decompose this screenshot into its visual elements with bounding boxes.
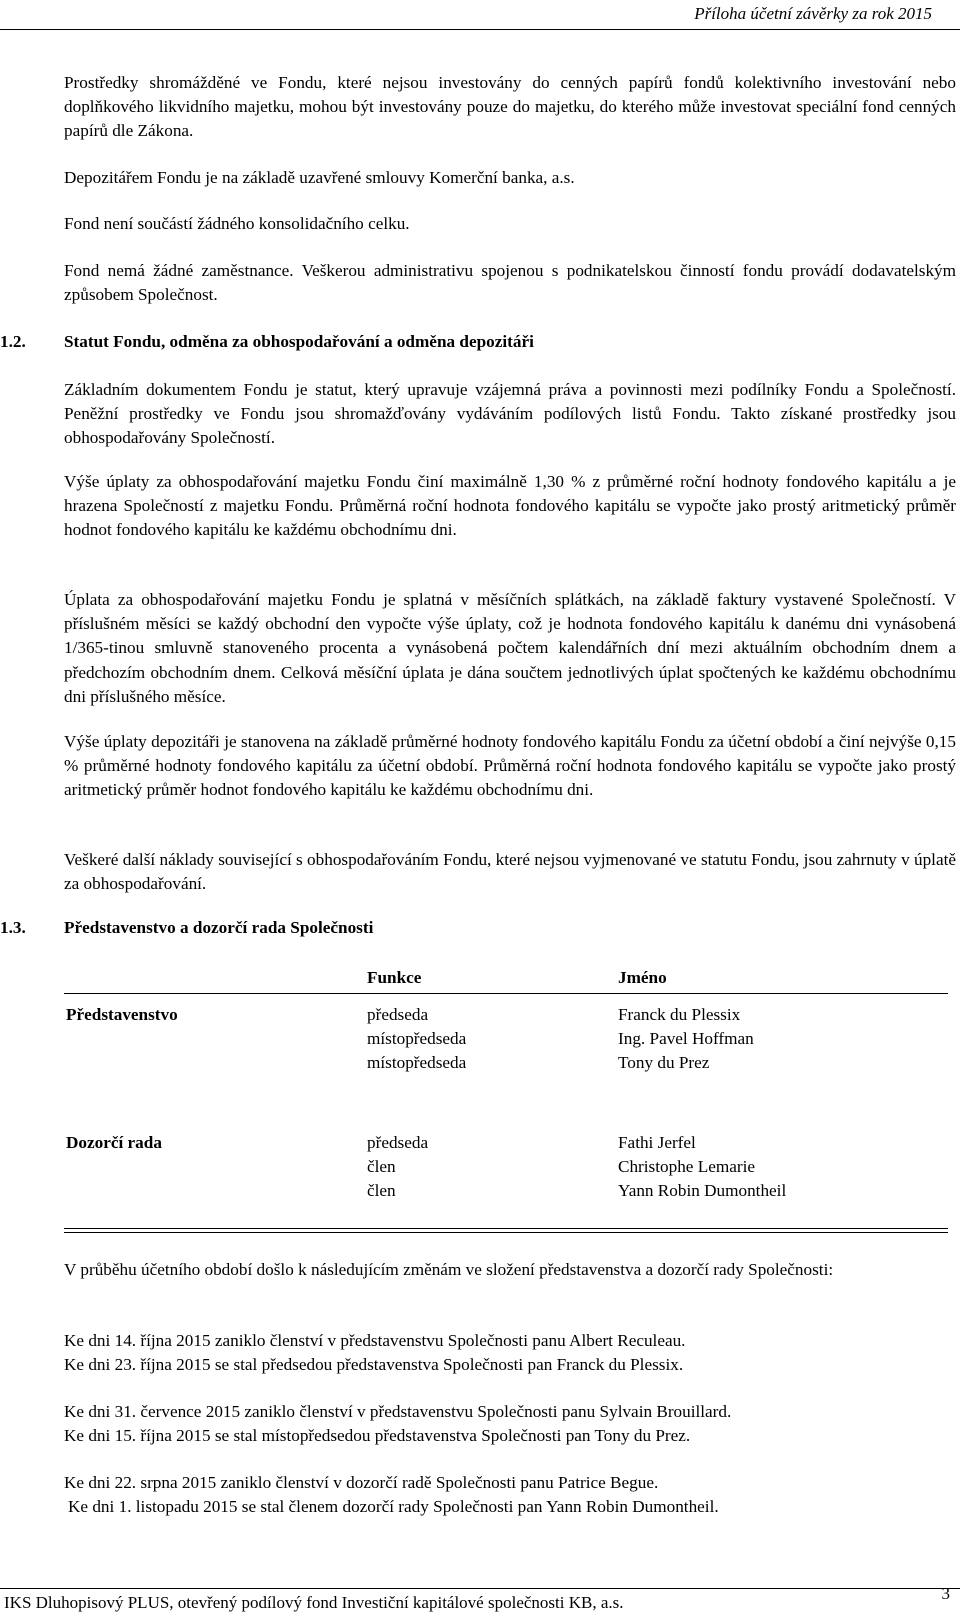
column-header-funkce: Funkce — [367, 968, 422, 987]
paragraph-depositary: Depozitářem Fondu je na základě uzavřené smlouvy Komerční banka, a.s. — [64, 168, 575, 187]
board-role: místopředseda — [367, 1053, 467, 1072]
board-name: Tony du Prez — [618, 1053, 710, 1072]
change-item: Ke dni 1. listopadu 2015 se stal členem dozorčí rady Společnosti pan Yann Robin Dumontheil. — [68, 1497, 719, 1516]
paragraph-depositary-fee: Výše úplaty depozitáři je stanovena na základě průměrné hodnoty fondového kapitálu Fondu za účetní období a činí nejvýše 0,15 % průměrné hodnoty fondového kapitálu za účetní období. Průměrná roční hodnota fondového kapitálu se vypočte jako prostý aritmetický průměr hodnot fondového kapitálu ke každému obchodnímu dni. — [64, 732, 956, 800]
page-header-title: Příloha účetní závěrky za rok 2015 — [694, 4, 932, 23]
supervisory-name: Fathi Jerfel — [618, 1133, 696, 1152]
change-item: Ke dni 15. října 2015 se stal místopředsedou představenstva Společnosti pan Tony du Prez. — [64, 1426, 691, 1445]
table-bottom-rule — [64, 1228, 948, 1233]
paragraph-consolidation: Fond není součástí žádného konsolidačního celku. — [64, 214, 410, 233]
footer-rule — [0, 1588, 960, 1589]
table-top-rule — [64, 993, 948, 994]
group-label-board: Představenstvo — [66, 1005, 178, 1024]
paragraph-management-fee: Výše úplaty za obhospodařování majetku Fondu činí maximálně 1,30 % z průměrné roční hodnoty fondového kapitálu a je hrazena Společností z majetku Fondu. Průměrná roční hodnota fondového kapitálu se vypočte jako prostý aritmetický průměr hodnot fondového kapitálu ke každému obchodnímu dni. — [64, 472, 956, 540]
change-item: Ke dni 23. října 2015 se stal předsedou představenstva Společnosti pan Franck du Plessix. — [64, 1355, 684, 1374]
supervisory-role: člen — [367, 1157, 396, 1176]
board-name: Ing. Pavel Hoffman — [618, 1029, 754, 1048]
board-role: předseda — [367, 1005, 429, 1024]
board-name: Franck du Plessix — [618, 1005, 741, 1024]
paragraph-other-costs: Veškeré další náklady související s obhospodařováním Fondu, které nejsou vyjmenované ve statutu Fondu, jsou zahrnuty v úplatě za obhospodařování. — [64, 850, 956, 894]
supervisory-name: Yann Robin Dumontheil — [618, 1181, 787, 1200]
paragraph-fee-payment: Úplata za obhospodařování majetku Fondu je splatná v měsíčních splátkách, na základě faktury vystavené Společností. V příslušném měsíci se každý obchodní den vypočte výše úplaty, což je hodnota fondového kapitálu k danému dni vynásobená 1/365-tinou smluvně stanoveného procenta a vynásobená počtem kalendářních dní mezi aktuálním obchodním dnem a předchozím obchodním dnem. Celková měsíční úplata je dána součtem jednotlivých úplat spočtených ke každému obchodnímu dni příslušného měsíce. — [64, 590, 956, 706]
footer-fund-name: IKS Dluhopisový PLUS, otevřený podílový fond Investiční kapitálové společnosti KB, a.s. — [4, 1593, 624, 1612]
section-title-statut: Statut Fondu, odměna za obhospodařování a odměna depozitáři — [64, 332, 534, 351]
paragraph-changes-intro: V průběhu účetního období došlo k následujícím změnám ve složení představenstva a dozorčí rady Společnosti: — [64, 1260, 834, 1279]
change-item: Ke dni 22. srpna 2015 zaniklo členství v dozorčí radě Společnosti panu Patrice Begue. — [64, 1473, 659, 1492]
page-number: 3 — [941, 1584, 950, 1603]
change-item: Ke dni 14. října 2015 zaniklo členství v představenstvu Společnosti panu Albert Reculeau. — [64, 1331, 686, 1350]
supervisory-name: Christophe Lemarie — [618, 1157, 755, 1176]
supervisory-role: předseda — [367, 1133, 429, 1152]
paragraph-employees: Fond nemá žádné zaměstnance. Veškerou administrativu spojenou s podnikatelskou činností fondu provádí dodavatelským způsobem Společnost. — [64, 261, 956, 305]
paragraph-statut: Základním dokumentem Fondu je statut, který upravuje vzájemná práva a povinnosti mezi podílníky Fondu a Společností. Peněžní prostředky ve Fondu jsou shromažďovány vydáváním podílových listů Fondu. Takto získané prostředky jsou obhospodařovány Společností. — [64, 380, 956, 448]
group-label-supervisory: Dozorčí rada — [66, 1133, 162, 1152]
section-number-1-3: 1.3. — [0, 918, 26, 937]
section-number-1-2: 1.2. — [0, 332, 26, 351]
paragraph-assets: Prostředky shromážděné ve Fondu, které nejsou investovány do cenných papírů fondů kolektivního investování nebo doplňkového likvidního majetku, mohou být investovány pouze do majetku, do kterého může investovat speciální fond cenných papírů dle Zákona. — [64, 73, 956, 141]
header-rule — [0, 29, 960, 30]
column-header-jmeno: Jméno — [618, 968, 667, 987]
section-title-board: Představenstvo a dozorčí rada Společnosti — [64, 918, 374, 937]
change-item: Ke dni 31. července 2015 zaniklo členství v představenstvu Společnosti panu Sylvain Brouillard. — [64, 1402, 732, 1421]
supervisory-role: člen — [367, 1181, 396, 1200]
board-role: místopředseda — [367, 1029, 467, 1048]
